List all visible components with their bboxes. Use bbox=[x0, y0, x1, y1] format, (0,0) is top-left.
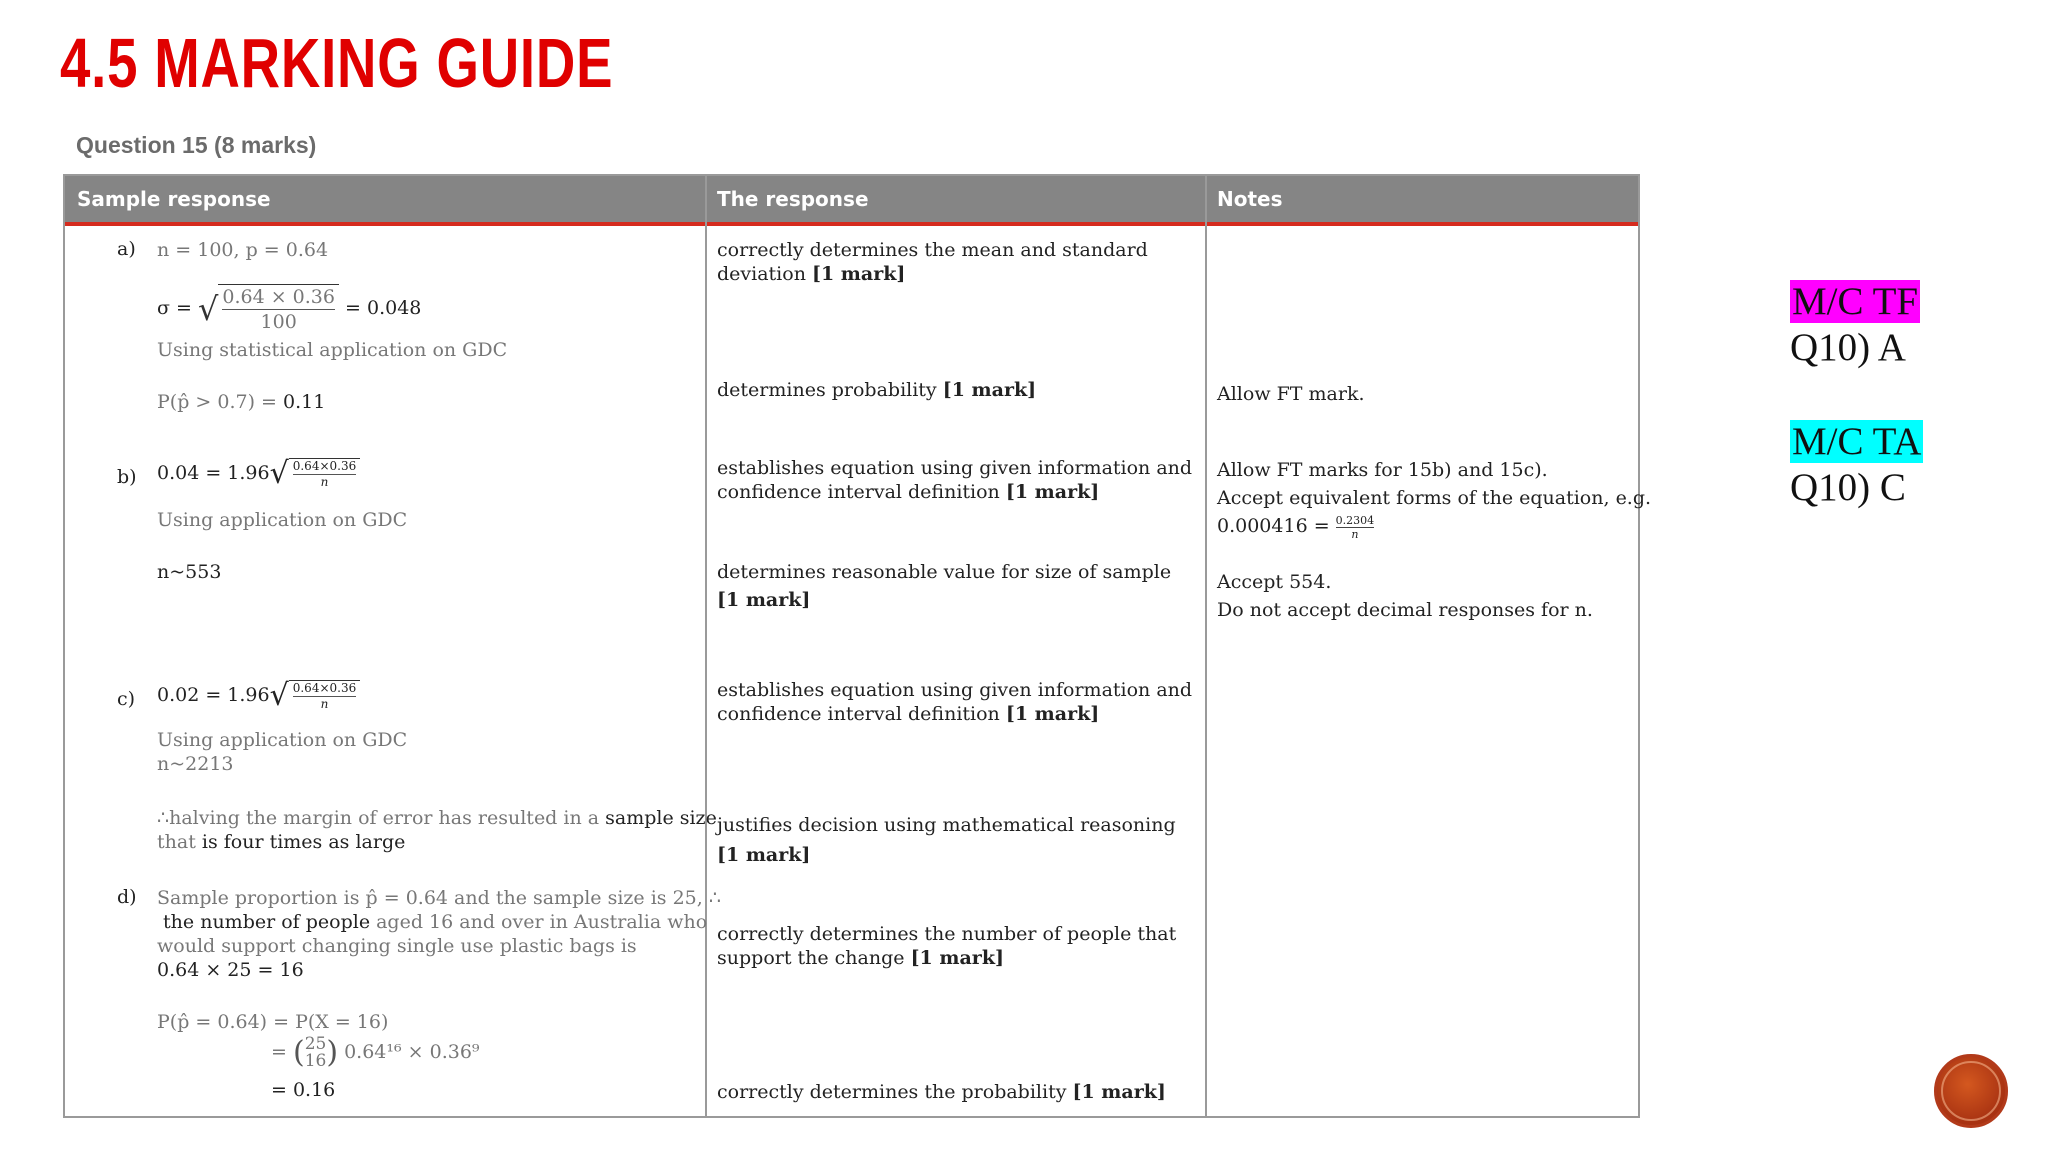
header-sample-response: Sample response bbox=[77, 187, 271, 211]
header-notes: Notes bbox=[1217, 187, 1283, 211]
header-the-response: The response bbox=[717, 187, 869, 211]
part-b-response-1: establishes equation using given information and confidence interval definition [1 mark] bbox=[717, 457, 1193, 503]
slide-navigation-button[interactable] bbox=[1934, 1054, 2008, 1128]
part-c-response-2: justifies decision using mathematical reasoning [1 mark] bbox=[717, 814, 1176, 866]
part-c-equation: 0.02 = 1.96√ $\frac{0.64\times 0.36}{n}$ bbox=[157, 680, 360, 712]
part-b-n-value: n~553 bbox=[157, 561, 222, 583]
table-header bbox=[65, 176, 1638, 226]
part-b-gdc-note: Using application on GDC bbox=[157, 509, 408, 531]
sigma-symbol: σ = bbox=[157, 297, 192, 319]
part-b-notes-2: Accept 554. Do not accept decimal responses for n. bbox=[1217, 571, 1593, 621]
part-a-note: Allow FT mark. bbox=[1217, 383, 1365, 405]
part-d-sample-text: Sample proportion is p̂ = 0.64 and the sample size is 25, ∴ the number of people aged 16 and over in Australia who would support changing single use plastic bags is 0.64 × 25 = 16 bbox=[157, 887, 721, 981]
part-d-result: = 0.16 bbox=[271, 1079, 336, 1101]
part-label-d: d) bbox=[117, 886, 137, 908]
part-c-n-value: n~2213 bbox=[157, 753, 234, 775]
part-b-equation: 0.04 = 1.96√ $\frac{0.64\times 0.36}{n}$ bbox=[157, 458, 360, 490]
sigma-value: = 0.048 bbox=[345, 297, 422, 319]
slide-title: 4.5 MARKING GUIDE bbox=[60, 24, 614, 102]
part-a-sigma-formula bbox=[157, 284, 421, 334]
mc-ta-label: M/C TA bbox=[1792, 420, 1922, 463]
part-b-notes: Allow FT marks for 15b) and 15c). Accept equivalent forms of the equation, e.g. 0.000416 = $\frac{0.2304}{n}$ bbox=[1217, 459, 1652, 541]
part-a-probability: P(p̂ > 0.7) = 0.11 bbox=[157, 391, 326, 413]
part-b-response-2: determines reasonable value for size of sample [1 mark] bbox=[717, 561, 1172, 611]
column-divider bbox=[1205, 176, 1207, 1116]
part-a-parameters: n = 100, p = 0.64 bbox=[157, 239, 329, 261]
part-a-response-1: correctly determines the mean and standard deviation [1 mark] bbox=[717, 239, 1148, 285]
part-label-c: c) bbox=[117, 688, 136, 710]
question-heading: Question 15 (8 marks) bbox=[76, 132, 317, 158]
part-a-gdc-note: Using statistical application on GDC bbox=[157, 339, 508, 361]
part-c-gdc-note: Using application on GDC bbox=[157, 729, 408, 751]
mc-ta-answer: Q10) C bbox=[1790, 466, 1906, 509]
part-label-a: a) bbox=[117, 238, 136, 260]
mc-tf-label: M/C TF bbox=[1792, 280, 1919, 323]
part-d-binomial: = ( 25 16 ) 0.64¹⁶ × 0.36⁹ bbox=[271, 1034, 480, 1071]
sqrt-icon: √ bbox=[269, 456, 289, 491]
mc-tf-answer: Q10) A bbox=[1790, 326, 1906, 369]
sigma-denominator: 100 bbox=[260, 311, 297, 333]
sqrt-icon: √ bbox=[269, 678, 289, 713]
part-c-conclusion: ∴halving the margin of error has resulted in a sample size that is four times as large bbox=[157, 807, 717, 853]
sigma-numerator: 0.64 × 0.36 bbox=[222, 286, 335, 308]
part-c-response-1: establishes equation using given information and confidence interval definition [1 mark] bbox=[717, 679, 1193, 725]
part-label-b: b) bbox=[117, 466, 137, 488]
sqrt-icon: √ bbox=[197, 290, 219, 328]
part-d-response-2: correctly determines the probability [1 mark] bbox=[717, 1081, 1166, 1103]
part-d-response-1: correctly determines the number of people that support the change [1 mark] bbox=[717, 923, 1177, 969]
marking-table bbox=[63, 174, 1652, 1118]
part-a-response-2: determines probability [1 mark] bbox=[717, 379, 1037, 401]
part-d-probability-expression: P(p̂ = 0.64) = P(X = 16) bbox=[157, 1011, 389, 1033]
